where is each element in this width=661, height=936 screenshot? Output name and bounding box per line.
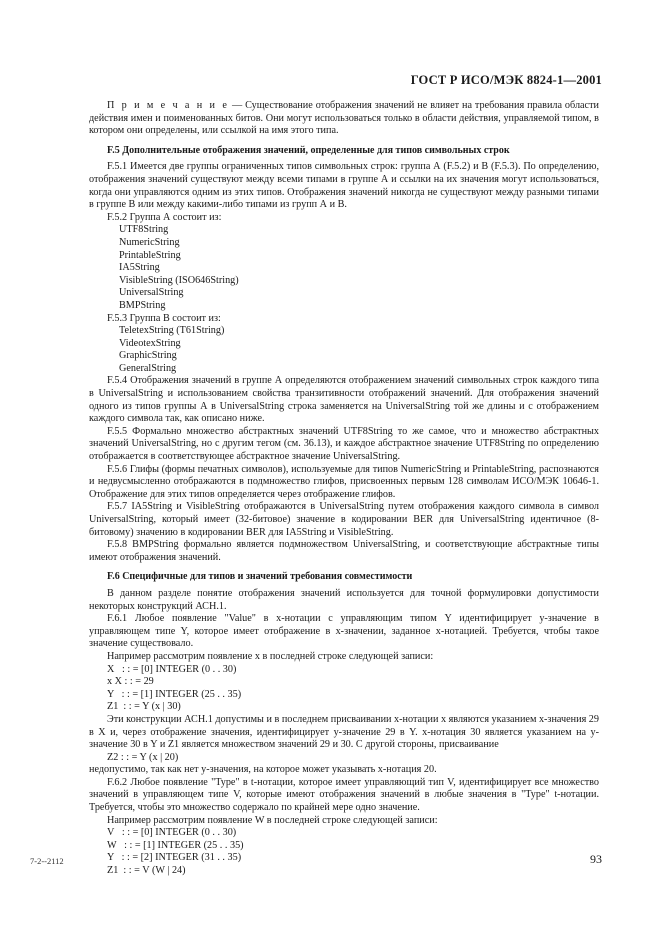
page-content <box>89 100 599 878</box>
note-text: — Существование отображения значений не влияет на требования правила области действия имен и поименованных битов. Они могут использоваться только в области действия, управляемой типом, в котором они определены, или ссылкой на имя этого типа. <box>89 100 599 137</box>
group-b-list <box>89 325 599 375</box>
document-header: ГОСТ Р ИСО/МЭК 8824-1—2001 <box>410 73 602 87</box>
list-item: VideotexString <box>119 337 181 349</box>
paragraph-f5-8: F.5.8 BMPString формально является подмножеством UniversalString, и соответствующие абстрактные типы имеют отображения значений. <box>89 539 599 563</box>
list-item: UTF8String <box>119 224 169 236</box>
paragraph-f5-7: F.5.7 IA5String и VisibleString отображаются в UniversalString путем отображения каждого символа в символ UniversalString, который имеет (32-битовое) значение в кодировании BER для UniversalString идентичное (8-битовому) значению в кодировании BER для IA5String и VisibleString. <box>89 501 599 538</box>
paragraph-f6-2-example: Например рассмотрим появление W в последней строке следующей записи: <box>107 814 438 826</box>
page-number: 93 <box>590 852 602 866</box>
list-item: TeletexString (T61String) <box>119 325 225 337</box>
paragraph-f6-1-example: Например рассмотрим появление x в последней строке следующей записи: <box>107 650 434 662</box>
code-line: Y : : = [2] INTEGER (31 . . 35) <box>107 852 242 864</box>
list-item: VisibleString (ISO646String) <box>119 274 239 286</box>
paragraph-f5-3-heading: F.5.3 Группа В состоит из: <box>107 312 221 324</box>
code-line: Y : : = [1] INTEGER (25 . . 35) <box>107 688 242 700</box>
paragraph-f5-6: F.5.6 Глифы (формы печатных символов), используемые для типов NumericString и PrintableString, распознаются и недвусмысленно отображаются в подмножество глифов, присвоенных первым 128 символам ИСО/МЭК 10646-1. Отображение для этих типов определяется через отображение глифов. <box>89 463 599 500</box>
code-line: X : : = [0] INTEGER (0 . . 30) <box>107 663 237 675</box>
code-block-2 <box>89 827 599 877</box>
code-line: Z1 : : = V (W | 24) <box>107 865 186 877</box>
paragraph-f5-5: F.5.5 Формально множество абстрактных значений UTF8String то же самое, что и множество абстрактных значений UniversalString, но с другим тегом (см. 36.13), и каждое абстрактное значение UTF8String по определению отображается в соответствующее абстрактное значение UniversalString. <box>89 425 599 463</box>
code-line-z2: Z2 : : = Y (x | 20) <box>107 751 179 763</box>
code-block-1 <box>89 664 599 714</box>
list-item: BMPString <box>119 299 166 311</box>
group-a-list <box>89 224 599 312</box>
paragraph-f6-intro: В данном разделе понятие отображения значений используется для точной формулировки допустимости некоторых конструкций АСН.1. <box>89 587 599 612</box>
list-item: GraphicString <box>119 350 177 362</box>
list-item: UniversalString <box>119 287 184 299</box>
list-item: IA5String <box>119 262 160 274</box>
footer-print-code: 7-2--2112 <box>30 856 64 866</box>
code-line: x X : : = 29 <box>107 676 154 688</box>
code-line: V : : = [0] INTEGER (0 . . 30) <box>107 827 237 839</box>
paragraph-f5-4: F.5.4 Отображения значений в группе А определяются отображением значений символьных строк каждого типа в UniversalString и использованием свойства транзитивности отображений значений. Для отображения значений одного из типов группы А в UniversalString строка заменяется на UniversalString той же длины и с отображением каждого символа так, как описано ниже. <box>89 375 599 425</box>
code-line: W : : = [1] INTEGER (25 . . 35) <box>107 839 244 851</box>
note-label: П р и м е ч а н и е <box>107 100 230 111</box>
paragraph-f5-2-heading: F.5.2 Группа А состоит из: <box>107 211 222 223</box>
paragraph-f6-2: F.6.2 Любое появление "Type" в t-нотации, которое имеет управляющий тип V, идентифицирует все множество значений в управляющем типе V, которые имеют отображения значений в любые значения в "Type" t-нотации. Требуется, чтобы это множество содержало по крайней мере одно значение. <box>89 776 599 814</box>
section-f6-title: F.6 Специфичные для типов и значений требования совместимости <box>107 571 413 583</box>
note-paragraph <box>89 100 599 138</box>
list-item: GeneralString <box>119 362 177 374</box>
list-item: PrintableString <box>119 249 181 261</box>
section-f5-title: F.5 Дополнительные отображения значений, определенные для типов символьных строк <box>107 144 510 156</box>
list-item: NumericString <box>119 236 180 248</box>
paragraph-f6-1-conclusion: недопустимо, так как нет y-значения, на которое может указывать x-нотация 20. <box>89 764 437 776</box>
paragraph-f6-1-explanation: Эти конструкции АСН.1 допустимы и в последнем присваивании x-нотации x являются указанием x-значения 29 в X и, через отображение значения, идентифицирует y-значение 29 в Y. x-нотация 30 является указанием на y-значение 30 в Y и Z1 является множеством значений 29 и 30. С другой стороны, присваивание <box>89 713 599 751</box>
paragraph-f6-1: F.6.1 Любое появление "Value" в x-нотации с управляющим типом Y идентифицирует y-значение в управляющем типе Y, которое имеет отображение в x-значении, заданное x-нотацией. Требуется, чтобы такое значение существовало. <box>89 613 599 650</box>
paragraph-f5-1: F.5.1 Имеется две группы ограниченных типов символьных строк: группа А (F.5.2) и В (F.5.3). По определению, отображения значений существуют между всеми типами в группе А и ссылки на их значения могут использоваться, когда они управляются одним из этих типов. Отображения значений никогда не существуют между разными типами в группе В или между какими-либо типами из групп А и В. <box>89 161 599 211</box>
code-line: Z1 : : = Y (x | 30) <box>107 701 181 713</box>
